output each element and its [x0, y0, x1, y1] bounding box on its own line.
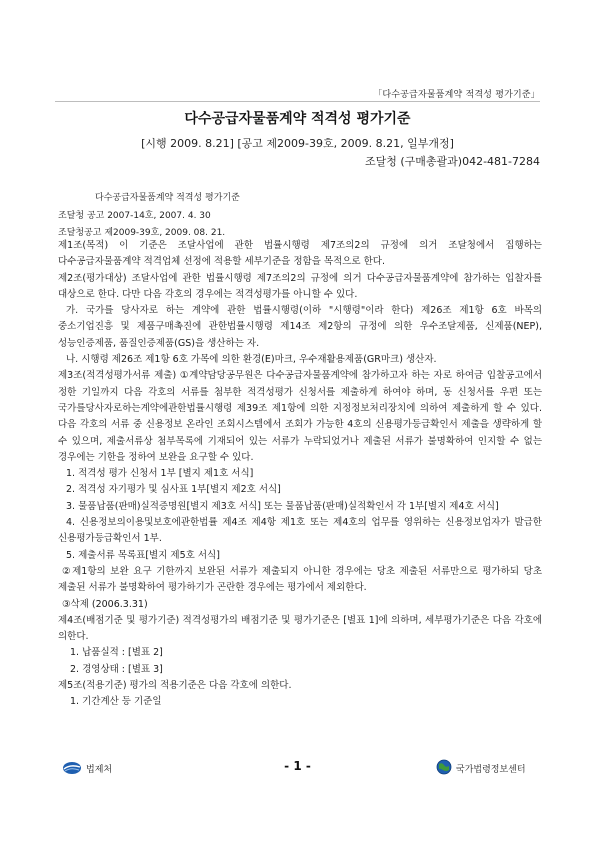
preamble-title: 다수공급자물품계약 적격성 평가기준	[95, 193, 240, 203]
document-title: 다수공급자물품계약 적격성 평가기준	[184, 111, 411, 127]
document-body	[58, 238, 542, 711]
footer-left-label: 법제처	[86, 765, 113, 775]
article-5: 제5조(적용기준) 평가의 적용기준은 다음 각호에 의한다.	[58, 680, 292, 692]
article-3-paragraph-3: ③삭제 (2006.3.31)	[62, 598, 148, 610]
article-4-item-1: 1. 납품실적 : [별표 2]	[70, 647, 163, 659]
article-3-item-5: 5. 제출서류 목록표[별지 제5호 서식]	[66, 549, 220, 561]
preamble-notice-1: 조달청 공고 2007-14호, 2007. 4. 30	[58, 210, 211, 221]
article-2-item-na: 나. 시행령 제26조 제1항 6호 가목에 의한 환경(E)마크, 우수재활용제품(GR마크) 생산자.	[66, 354, 437, 366]
enforcement-info: [시행 2009. 8.21] [공고 제2009-39호, 2009. 8.21, 일부개정]	[141, 137, 454, 150]
article-3-paragraph-2: ②제1항의 보완 요구 기한까지 보완된 서류가 제출되지 아니한 경우에는 당초 제출된 서류만으로 평가하되 당초 제출된 서류가 불명확하여 평가하기가 곤란한 경우에는 평가에서 제외한다.	[58, 565, 542, 594]
footer-right-label: 국가법령정보센터	[456, 765, 526, 775]
header-divider	[55, 101, 540, 102]
article-1: 제1조(목적) 이 기준은 조달사업에 관한 법률시행령 제7조의2의 규정에 의거 조달청에서 집행하는 다수공급자물품계약 적격업체 선정에 적용할 세부기준을 정함을 목적으로 한다.	[58, 240, 542, 268]
page-number: - 1 -	[284, 759, 311, 773]
article-5-item-1: 1. 기간계산 등 기준일	[70, 696, 162, 708]
preamble	[58, 190, 542, 243]
article-3-item-4: 4. 신용정보의이용및보호에관한법률 제4조 제4항 제1호 또는 제4호의 업무를 영위하는 신용정보업자가 발급한 신용평가등급확인서 1부.	[58, 517, 542, 545]
article-3-item-2: 2. 적격성 자기평가 및 심사표 1부[별지 제2호 서식]	[66, 484, 281, 496]
globe-logo-icon	[436, 759, 452, 779]
article-4: 제4조(배점기준 및 평가기준) 적격성평가의 배점기준 및 평가기준은 [별표 1]에 의하며, 세부평가기준은 다음 각호에 의한다.	[58, 614, 542, 643]
article-2-item-ga: 가. 국가를 당사자로 하는 계약에 관한 법률시행령(이하 "시행령"이라 한다) 제26조 제1항 6호 바목의 중소기업진흥 및 제품구매촉진에 관한법률시행령 제14조 제2항의 규정에 의한 우수조달제품, 신제품(NEP), 성능인증제품, 품질인증제품(GS)을 생산하는 자.	[58, 305, 542, 349]
article-3-item-1: 1. 적격성 평가 신청서 1부 [별지 제1호 서식]	[66, 468, 254, 480]
page-footer	[0, 759, 595, 777]
running-header-title: 「다수공급자물품계약 적격성 평가기준」	[373, 90, 540, 100]
preamble-notice-2: 조달청공고 제2009-39호, 2009. 08. 21.	[58, 228, 226, 238]
article-4-item-2: 2. 경영상태 : [별표 3]	[70, 663, 163, 675]
article-3-item-3: 3. 물품납품(판매)실적증명원[별지 제3호 서식] 또는 물품납품(판매)실적확인서 각 1부[별지 제4호 서식]	[66, 500, 499, 512]
article-2: 제2조(평가대상) 조달사업에 관한 법률시행령 제7조의2의 규정에 의거 다수공급자물품계약에 참가하는 입찰자를 대상으로 한다. 다만 다음 각호의 경우에는 적격성평가를 아니할 수 있다.	[58, 272, 542, 300]
agency-contact: 조달청 (구매총괄과)042-481-7284	[364, 155, 540, 168]
article-3: 제3조(적격성평가서류 제출) ①계약담당공무원은 다수공급자물품계약에 참가하고자 하는 자로 하여금 입찰공고에서 정한 기일까지 다음 각호의 서류를 첨부한 적격성평가 신청서를 제출하게 하여야 하며, 동 신청서를 우편 또는 국가를당사자로하는계약에관한법률시행령 제39조 제1항에 의한 지정정보처리장치에 의하여 제출하게 할 수 있다. 다음 각호의 서류 중 신용정보 온라인 조회시스템에서 조회가 가능한 4호의 신용평가등급확인서 제출을 생략하게 할 수 있으며, 제출서류상 첨부목록에 기재되어 있는 서류가 누락되었거나 제출된 서류가 불명확하여 인지할 수 없는 경우에는 기한을 정하여 보완을 요구할 수 있다.	[58, 370, 542, 463]
